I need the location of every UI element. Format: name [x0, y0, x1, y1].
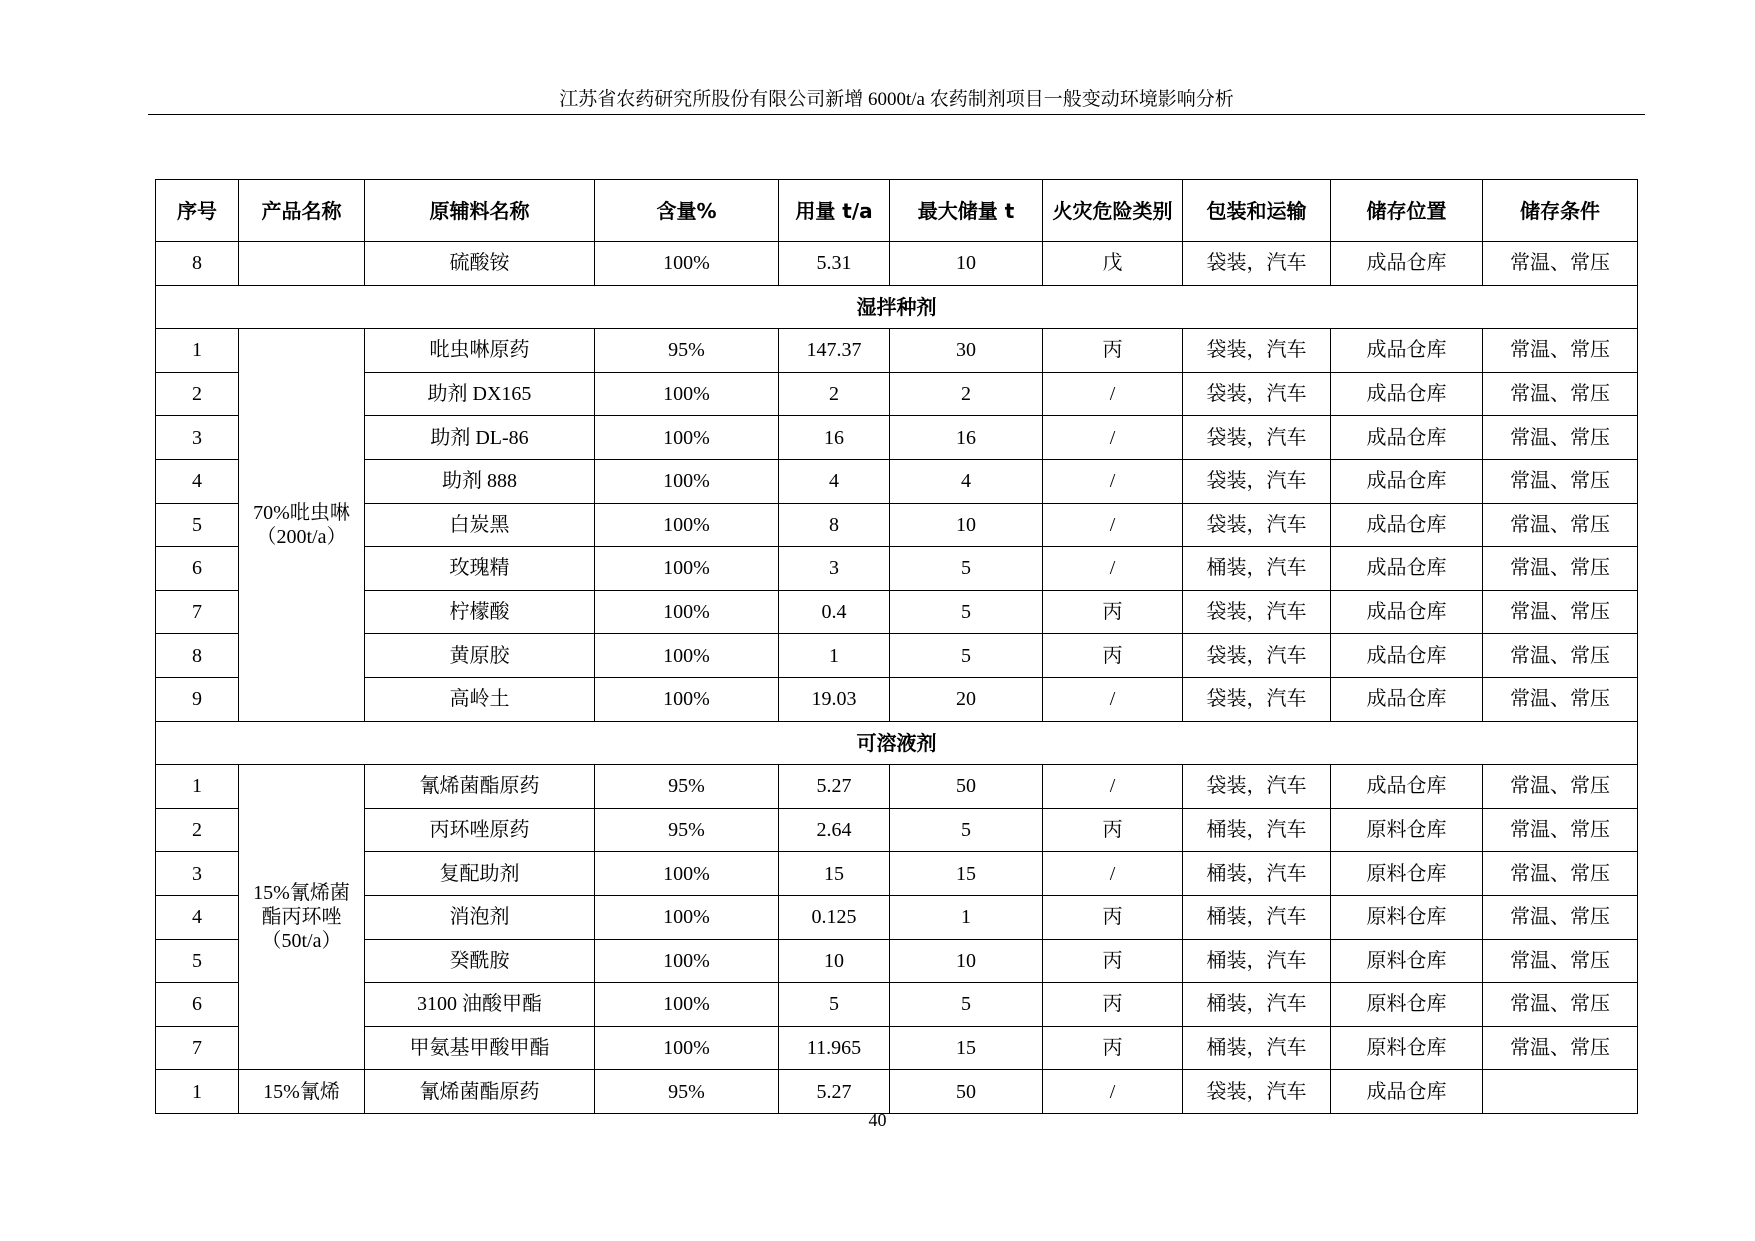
cell-usage: 2 [779, 372, 890, 416]
cell-packaging: 袋装，汽车 [1183, 242, 1331, 286]
cell-storage-location: 成品仓库 [1331, 503, 1483, 547]
column-header-fire-class: 火灾危险类别 [1043, 180, 1183, 242]
cell-max-storage: 50 [890, 765, 1043, 809]
cell-usage: 15 [779, 852, 890, 896]
table-row [156, 895, 1638, 939]
cell-content: 100% [595, 547, 779, 591]
cell-material: 柠檬酸 [365, 590, 595, 634]
cell-storage-condition: 常温、常压 [1483, 503, 1638, 547]
cell-material: 助剂 888 [365, 459, 595, 503]
section-title: 可溶液剂 [156, 721, 1638, 765]
table-row [156, 1070, 1638, 1114]
cell-fire-class: 丙 [1043, 590, 1183, 634]
cell-no: 1 [156, 329, 239, 373]
cell-usage: 0.4 [779, 590, 890, 634]
cell-fire-class: / [1043, 416, 1183, 460]
cell-storage-condition: 常温、常压 [1483, 939, 1638, 983]
cell-max-storage: 16 [890, 416, 1043, 460]
cell-usage: 19.03 [779, 677, 890, 721]
cell-usage: 147.37 [779, 329, 890, 373]
cell-packaging: 桶装，汽车 [1183, 808, 1331, 852]
cell-storage-condition: 常温、常压 [1483, 983, 1638, 1027]
cell-content: 100% [595, 590, 779, 634]
cell-packaging: 袋装，汽车 [1183, 503, 1331, 547]
cell-storage-condition [1483, 1070, 1638, 1114]
cell-fire-class: / [1043, 459, 1183, 503]
cell-fire-class: 丙 [1043, 895, 1183, 939]
cell-storage-location: 成品仓库 [1331, 590, 1483, 634]
cell-fire-class: 丙 [1043, 1026, 1183, 1070]
cell-usage: 5.27 [779, 765, 890, 809]
cell-content: 100% [595, 459, 779, 503]
cell-packaging: 桶装，汽车 [1183, 1026, 1331, 1070]
cell-no: 4 [156, 895, 239, 939]
cell-fire-class: / [1043, 765, 1183, 809]
cell-no: 2 [156, 808, 239, 852]
cell-max-storage: 5 [890, 634, 1043, 678]
cell-storage-condition: 常温、常压 [1483, 329, 1638, 373]
cell-fire-class: 丙 [1043, 634, 1183, 678]
page-header-title: 江苏省农药研究所股份有限公司新增 6000t/a 农药制剂项目一般变动环境影响分析 [559, 89, 1234, 110]
cell-no: 7 [156, 590, 239, 634]
cell-max-storage: 5 [890, 808, 1043, 852]
cell-storage-location: 原料仓库 [1331, 1026, 1483, 1070]
cell-storage-condition: 常温、常压 [1483, 677, 1638, 721]
cell-content: 100% [595, 1026, 779, 1070]
cell-storage-location: 原料仓库 [1331, 852, 1483, 896]
cell-usage: 0.125 [779, 895, 890, 939]
cell-storage-condition: 常温、常压 [1483, 634, 1638, 678]
cell-content: 100% [595, 677, 779, 721]
cell-material: 癸酰胺 [365, 939, 595, 983]
table-row [156, 329, 1638, 373]
cell-storage-location: 成品仓库 [1331, 416, 1483, 460]
cell-storage-location: 原料仓库 [1331, 895, 1483, 939]
cell-storage-location: 成品仓库 [1331, 547, 1483, 591]
cell-packaging: 袋装，汽车 [1183, 590, 1331, 634]
cell-material: 助剂 DL-86 [365, 416, 595, 460]
cell-packaging: 袋装，汽车 [1183, 1070, 1331, 1114]
cell-material: 复配助剂 [365, 852, 595, 896]
cell-storage-location: 成品仓库 [1331, 329, 1483, 373]
cell-no: 1 [156, 765, 239, 809]
cell-storage-condition: 常温、常压 [1483, 808, 1638, 852]
cell-no: 8 [156, 634, 239, 678]
cell-max-storage: 50 [890, 1070, 1043, 1114]
table-row [156, 503, 1638, 547]
cell-storage-condition: 常温、常压 [1483, 372, 1638, 416]
cell-packaging: 袋装，汽车 [1183, 765, 1331, 809]
cell-usage: 11.965 [779, 1026, 890, 1070]
page-number: 40 [868, 1110, 887, 1130]
cell-max-storage: 30 [890, 329, 1043, 373]
cell-fire-class: 戊 [1043, 242, 1183, 286]
cell-usage: 10 [779, 939, 890, 983]
table-row [156, 808, 1638, 852]
cell-packaging: 袋装，汽车 [1183, 677, 1331, 721]
cell-max-storage: 10 [890, 242, 1043, 286]
cell-storage-location: 成品仓库 [1331, 1070, 1483, 1114]
cell-packaging: 袋装，汽车 [1183, 329, 1331, 373]
cell-packaging: 桶装，汽车 [1183, 547, 1331, 591]
cell-storage-condition: 常温、常压 [1483, 1026, 1638, 1070]
cell-content: 95% [595, 765, 779, 809]
column-header-no: 序号 [156, 180, 239, 242]
table-row [156, 852, 1638, 896]
cell-max-storage: 10 [890, 503, 1043, 547]
cell-max-storage: 4 [890, 459, 1043, 503]
cell-product: 15%氰烯 [239, 1070, 365, 1114]
cell-fire-class: / [1043, 1070, 1183, 1114]
cell-content: 100% [595, 416, 779, 460]
column-header-material: 原辅料名称 [365, 180, 595, 242]
column-header-content: 含量% [595, 180, 779, 242]
cell-no: 5 [156, 503, 239, 547]
cell-storage-location: 原料仓库 [1331, 939, 1483, 983]
cell-packaging: 桶装，汽车 [1183, 983, 1331, 1027]
cell-storage-condition: 常温、常压 [1483, 895, 1638, 939]
cell-storage-location: 成品仓库 [1331, 677, 1483, 721]
cell-no: 8 [156, 242, 239, 286]
cell-material: 丙环唑原药 [365, 808, 595, 852]
table-row [156, 242, 1638, 286]
cell-product [239, 242, 365, 286]
cell-fire-class: 丙 [1043, 939, 1183, 983]
cell-storage-condition: 常温、常压 [1483, 852, 1638, 896]
cell-packaging: 桶装，汽车 [1183, 852, 1331, 896]
table-row [156, 590, 1638, 634]
cell-max-storage: 5 [890, 590, 1043, 634]
cell-max-storage: 2 [890, 372, 1043, 416]
cell-max-storage: 5 [890, 983, 1043, 1027]
cell-material: 白炭黑 [365, 503, 595, 547]
cell-storage-condition: 常温、常压 [1483, 459, 1638, 503]
table-row [156, 459, 1638, 503]
cell-storage-location: 原料仓库 [1331, 808, 1483, 852]
cell-material: 玫瑰精 [365, 547, 595, 591]
cell-usage: 5.31 [779, 242, 890, 286]
cell-no: 6 [156, 983, 239, 1027]
cell-storage-condition: 常温、常压 [1483, 416, 1638, 460]
cell-packaging: 袋装，汽车 [1183, 416, 1331, 460]
column-header-max-storage: 最大储量 t [890, 180, 1043, 242]
cell-max-storage: 10 [890, 939, 1043, 983]
cell-material: 黄原胶 [365, 634, 595, 678]
cell-content: 100% [595, 634, 779, 678]
cell-storage-location: 原料仓库 [1331, 983, 1483, 1027]
column-header-storage-condition: 储存条件 [1483, 180, 1638, 242]
table-row [156, 372, 1638, 416]
cell-content: 100% [595, 503, 779, 547]
cell-usage: 5 [779, 983, 890, 1027]
cell-product: 15%氰烯菌酯丙环唑（50t/a） [239, 765, 365, 1070]
cell-fire-class: / [1043, 677, 1183, 721]
cell-material: 吡虫啉原药 [365, 329, 595, 373]
cell-storage-condition: 常温、常压 [1483, 547, 1638, 591]
table-row [156, 416, 1638, 460]
section-header-row [156, 721, 1638, 765]
cell-content: 100% [595, 939, 779, 983]
table-row [156, 634, 1638, 678]
column-header-product: 产品名称 [239, 180, 365, 242]
cell-material: 3100 油酸甲酯 [365, 983, 595, 1027]
cell-fire-class: / [1043, 372, 1183, 416]
column-header-usage: 用量 t/a [779, 180, 890, 242]
cell-fire-class: 丙 [1043, 808, 1183, 852]
cell-material: 氰烯菌酯原药 [365, 1070, 595, 1114]
cell-max-storage: 15 [890, 1026, 1043, 1070]
cell-usage: 8 [779, 503, 890, 547]
cell-storage-location: 成品仓库 [1331, 459, 1483, 503]
cell-packaging: 袋装，汽车 [1183, 372, 1331, 416]
column-header-storage-location: 储存位置 [1331, 180, 1483, 242]
cell-content: 100% [595, 895, 779, 939]
cell-no: 5 [156, 939, 239, 983]
header-divider [148, 114, 1645, 115]
cell-max-storage: 5 [890, 547, 1043, 591]
raw-materials-table [155, 179, 1638, 1114]
cell-material: 氰烯菌酯原药 [365, 765, 595, 809]
cell-packaging: 桶装，汽车 [1183, 895, 1331, 939]
column-header-packaging: 包装和运输 [1183, 180, 1331, 242]
cell-storage-location: 成品仓库 [1331, 372, 1483, 416]
table-header-row [156, 180, 1638, 242]
cell-no: 6 [156, 547, 239, 591]
section-title: 湿拌种剂 [156, 285, 1638, 329]
cell-no: 3 [156, 416, 239, 460]
cell-usage: 16 [779, 416, 890, 460]
cell-material: 硫酸铵 [365, 242, 595, 286]
cell-max-storage: 1 [890, 895, 1043, 939]
cell-usage: 4 [779, 459, 890, 503]
section-header-row [156, 285, 1638, 329]
cell-packaging: 桶装，汽车 [1183, 939, 1331, 983]
table-row [156, 939, 1638, 983]
cell-storage-condition: 常温、常压 [1483, 765, 1638, 809]
cell-content: 100% [595, 983, 779, 1027]
cell-storage-location: 成品仓库 [1331, 242, 1483, 286]
cell-no: 1 [156, 1070, 239, 1114]
cell-fire-class: 丙 [1043, 329, 1183, 373]
cell-material: 高岭土 [365, 677, 595, 721]
cell-max-storage: 20 [890, 677, 1043, 721]
cell-product: 70%吡虫啉（200t/a） [239, 329, 365, 721]
cell-usage: 2.64 [779, 808, 890, 852]
cell-content: 100% [595, 372, 779, 416]
cell-max-storage: 15 [890, 852, 1043, 896]
cell-storage-condition: 常温、常压 [1483, 590, 1638, 634]
table-row [156, 547, 1638, 591]
cell-no: 9 [156, 677, 239, 721]
cell-no: 7 [156, 1026, 239, 1070]
cell-storage-location: 成品仓库 [1331, 634, 1483, 678]
cell-material: 助剂 DX165 [365, 372, 595, 416]
cell-packaging: 袋装，汽车 [1183, 459, 1331, 503]
cell-storage-location: 成品仓库 [1331, 765, 1483, 809]
table-row [156, 1026, 1638, 1070]
cell-no: 4 [156, 459, 239, 503]
cell-usage: 5.27 [779, 1070, 890, 1114]
cell-no: 3 [156, 852, 239, 896]
cell-no: 2 [156, 372, 239, 416]
cell-usage: 1 [779, 634, 890, 678]
cell-fire-class: 丙 [1043, 983, 1183, 1027]
table-row [156, 765, 1638, 809]
cell-fire-class: / [1043, 503, 1183, 547]
cell-material: 消泡剂 [365, 895, 595, 939]
table-row [156, 677, 1638, 721]
table-row [156, 983, 1638, 1027]
cell-content: 100% [595, 242, 779, 286]
cell-packaging: 袋装，汽车 [1183, 634, 1331, 678]
cell-storage-condition: 常温、常压 [1483, 242, 1638, 286]
cell-usage: 3 [779, 547, 890, 591]
cell-content: 95% [595, 329, 779, 373]
cell-material: 甲氨基甲酸甲酯 [365, 1026, 595, 1070]
cell-fire-class: / [1043, 547, 1183, 591]
cell-content: 95% [595, 808, 779, 852]
cell-content: 95% [595, 1070, 779, 1114]
cell-fire-class: / [1043, 852, 1183, 896]
cell-content: 100% [595, 852, 779, 896]
